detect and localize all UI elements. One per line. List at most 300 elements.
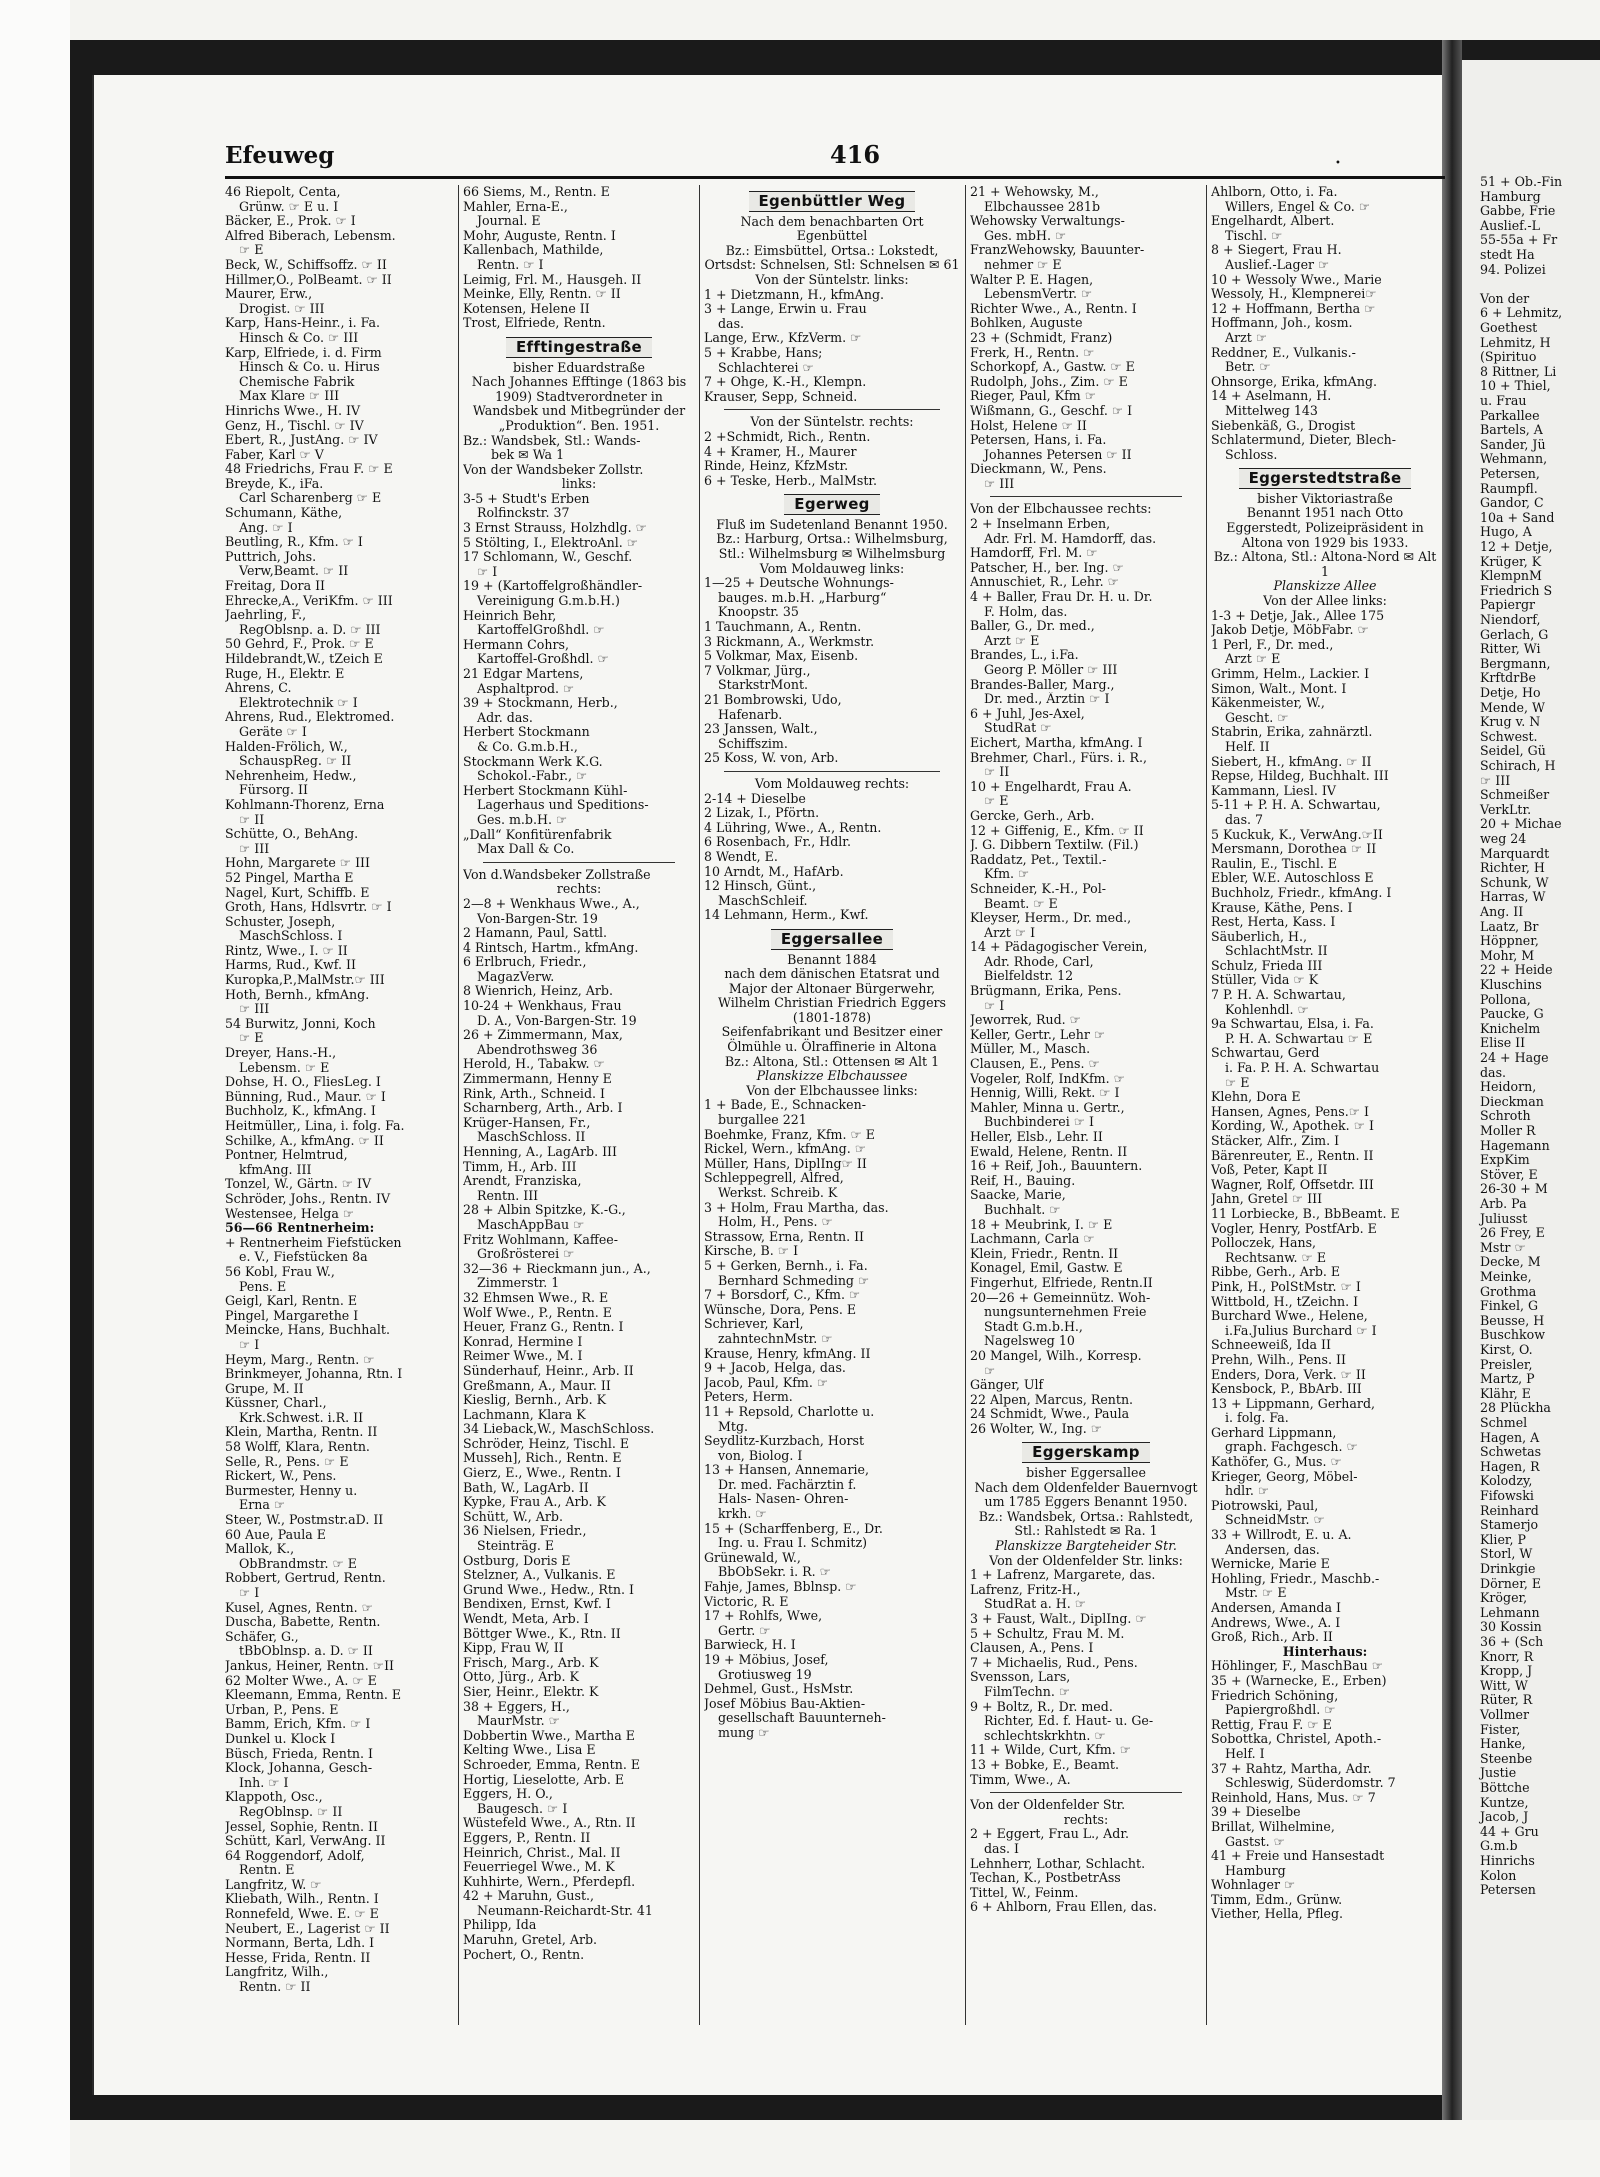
facing-page-line: Mohr, M bbox=[1480, 947, 1535, 963]
directory-entry-line: 36 Nielsen, Friedr., bbox=[463, 1524, 587, 1539]
directory-entry-line: Arzt ☞ E bbox=[1225, 652, 1281, 667]
directory-entry-line: Zimmerstr. 1 bbox=[477, 1276, 560, 1291]
directory-entry-line: Mstr. ☞ E bbox=[1225, 1586, 1287, 1601]
facing-page-line: Klähr, E bbox=[1480, 1385, 1531, 1401]
directory-entry-line: Rechtsanw. ☞ E bbox=[1225, 1250, 1327, 1265]
directory-entry-line: Maurer, Erw., bbox=[225, 287, 313, 302]
directory-entry-line: Fluß im Sudetenland Benannt 1950. bbox=[716, 517, 948, 532]
directory-entry-line: Asphaltprod. ☞ bbox=[477, 681, 575, 696]
directory-entry-line: Schwartau, Gerd bbox=[1211, 1046, 1320, 1061]
directory-entry-line: Kypke, Frau A., Arb. K bbox=[463, 1495, 606, 1510]
directory-entry-line: ☞ II bbox=[239, 812, 265, 827]
directory-entry-line: Rolfinckstr. 37 bbox=[477, 506, 570, 521]
directory-entry-line: Bünning, Rud., Maur. ☞ I bbox=[225, 1089, 386, 1104]
directory-entry-line: Ebert, R., JustAng. ☞ IV bbox=[225, 433, 378, 448]
facing-page-line: Fifowski bbox=[1480, 1488, 1534, 1503]
directory-entry-line: Adr. Rhode, Carl, bbox=[984, 954, 1094, 969]
directory-entry-line: kfmAng. III bbox=[239, 1162, 312, 1177]
directory-entry-line: 7 P. H. A. Schwartau, bbox=[1211, 988, 1346, 1003]
directory-entry-line: Freitag, Dora II bbox=[225, 579, 326, 594]
directory-entry-line: Reinhold, Hans, Mus. ☞ 7 bbox=[1211, 1790, 1376, 1805]
directory-entry-line: Büsch, Frieda, Rentn. I bbox=[225, 1746, 374, 1761]
section-rule bbox=[724, 771, 940, 772]
directory-entry-line: Strassow, Erna, Rentn. II bbox=[704, 1229, 865, 1244]
directory-entry-line: & Co. G.m.b.H., bbox=[477, 739, 578, 754]
directory-entry-line: Bendixen, Ernst, Kwf. I bbox=[463, 1597, 611, 1612]
directory-entry-line: Petersen, Hans, i. Fa. bbox=[970, 433, 1107, 448]
directory-entry-line: Gertr. ☞ bbox=[718, 1623, 771, 1638]
directory-entry-line: 3 + Lange, Erwin u. Frau bbox=[704, 302, 867, 317]
directory-entry-line: Kieslig, Bernh., Arb. K bbox=[463, 1393, 607, 1408]
directory-entry-line: ☞ E bbox=[1225, 1075, 1250, 1090]
directory-entry-line: Krause, Henry, kfmAng. II bbox=[704, 1346, 871, 1361]
directory-entry-line: 64 Roggendorf, Adolf, bbox=[225, 1848, 365, 1863]
facing-page-line: 10 + Thiel, bbox=[1480, 378, 1551, 394]
directory-entry-line: Siebert, H., kfmAng. ☞ II bbox=[1211, 754, 1372, 769]
facing-page-line: Justie bbox=[1480, 1765, 1517, 1781]
directory-entry-line: Von der Süntelstr. links: bbox=[755, 272, 909, 287]
directory-entry-line: 6 Erlbruch, Friedr., bbox=[463, 955, 587, 970]
directory-entry-line: 9 + Jacob, Helga, das. bbox=[704, 1361, 846, 1376]
directory-entry-line: Feuerriegel Wwe., M. K bbox=[463, 1860, 615, 1875]
directory-entry-line: Hinrichs Wwe., H. IV bbox=[225, 403, 361, 418]
directory-entry-line: Mittelweg 143 bbox=[1225, 403, 1318, 418]
directory-entry-line: Burchard Wwe., Helene, bbox=[1211, 1309, 1368, 1324]
directory-entry-line: Werkst. Schreib. K bbox=[718, 1186, 838, 1200]
directory-entry-line: Beamt. ☞ E bbox=[984, 896, 1058, 911]
directory-entry-line: Krause, Käthe, Pens. I bbox=[1211, 900, 1353, 915]
directory-entry-line: Alfred Biberach, Lebensm. bbox=[225, 228, 396, 243]
directory-entry-line: Richter Wwe., A., Rentn. I bbox=[970, 301, 1137, 316]
directory-entry-line: 8 Wienrich, Heinz, Arb. bbox=[463, 984, 613, 999]
directory-entry-line: Barwieck, H. I bbox=[704, 1638, 796, 1653]
directory-entry-line: Klock, Johanna, Gesch- bbox=[225, 1761, 373, 1776]
directory-entry-line: Sier, Heinr., Elektr. K bbox=[463, 1684, 599, 1699]
directory-entry-line: Westensee, Helga ☞ bbox=[225, 1206, 355, 1221]
directory-entry-line: Von der Allee links: bbox=[1263, 594, 1387, 609]
directory-entry-line: Hillmer,O., PolBeamt. ☞ II bbox=[225, 272, 392, 287]
facing-page-line: Gabbe, Frie bbox=[1480, 203, 1556, 219]
directory-entry-line: Normann, Berta, Ldh. I bbox=[225, 1936, 375, 1951]
directory-entry-line: Hohling, Friedr., Maschb.- bbox=[1211, 1571, 1380, 1586]
directory-entry-line: Bz.: Eimsbüttel, Ortsa.: Lokstedt, Ortsdst: Schnelsen, Stl: Schnelsen ✉ 61 bbox=[704, 243, 960, 273]
directory-entry-line: J. G. Dibbern Textilw. (Fil.) bbox=[970, 838, 1139, 853]
directory-entry-line: 4 + Baller, Frau Dr. H. u. Dr. bbox=[970, 590, 1153, 605]
directory-entry-line: 2 Hamann, Paul, Sattl. bbox=[463, 926, 608, 941]
directory-entry-line: Konagel, Emil, Gastw. E bbox=[970, 1261, 1123, 1276]
facing-page-line: Jacob, J bbox=[1480, 1809, 1529, 1825]
facing-page-line: Meinke, bbox=[1480, 1269, 1532, 1284]
facing-page-line: Bartels, A bbox=[1480, 422, 1543, 438]
directory-entry-line: Lachmann, Carla ☞ bbox=[970, 1232, 1095, 1247]
directory-entry-line: 4 Rintsch, Hartm., kfmAng. bbox=[463, 940, 639, 955]
directory-entry-line: Burmester, Henny u. bbox=[225, 1483, 358, 1498]
facing-page-line: Knichelm bbox=[1480, 1020, 1541, 1036]
directory-entry-line: 12 Hinsch, Günt., bbox=[704, 879, 817, 894]
facing-page-line: ExpKim bbox=[1480, 1152, 1530, 1168]
directory-entry-line: 3 Rickmann, A., Werkmstr. bbox=[704, 634, 875, 649]
directory-entry-line: Ribbe, Gerh., Arb. E bbox=[1211, 1265, 1341, 1280]
facing-page-line: KlempnM bbox=[1480, 568, 1542, 584]
facing-page-line: Beusse, H bbox=[1480, 1312, 1545, 1328]
directory-entry-line: MaschSchleif. bbox=[718, 893, 808, 908]
directory-entry-line: 5 + Schultz, Frau M. M. bbox=[970, 1626, 1125, 1641]
directory-entry-line: Grotiusweg 19 bbox=[718, 1667, 812, 1682]
directory-entry-line: Keller, Gertr., Lehr ☞ bbox=[970, 1027, 1106, 1042]
directory-entry-line: i. folg. Fa. bbox=[1225, 1411, 1289, 1426]
directory-entry-line: 2 Lizak, I., Pförtn. bbox=[704, 806, 820, 821]
directory-entry-line: Harms, Rud., Kwf. II bbox=[225, 958, 356, 973]
directory-entry-line: 6 + Juhl, Jes-Axel, bbox=[970, 706, 1085, 721]
print-mark: • bbox=[1335, 158, 1341, 169]
directory-entry-line: Stabrin, Erika, zahnärztl. bbox=[1211, 725, 1373, 740]
facing-page-line: das. bbox=[1480, 1064, 1507, 1080]
facing-page-line: Kluschins bbox=[1480, 977, 1542, 992]
directory-entry-line: Brehmer, Charl., Fürs. i. R., bbox=[970, 750, 1148, 765]
directory-entry-line: BbObSekr. i. R. ☞ bbox=[718, 1565, 831, 1580]
directory-entry-line: Arendt, Franziska, bbox=[463, 1174, 582, 1189]
directory-entry-line: SchlachtMstr. II bbox=[1225, 944, 1328, 959]
directory-entry-line: Wehowsky Verwaltungs- bbox=[970, 214, 1125, 229]
directory-entry-line: Arzt ☞ bbox=[1225, 330, 1268, 345]
directory-entry-line: 62 Molter Wwe., A. ☞ E bbox=[225, 1673, 377, 1688]
directory-entry-line: Vom Moldauweg rechts: bbox=[754, 776, 910, 791]
directory-entry-line: Von der Elbchaussee rechts: bbox=[970, 502, 1152, 517]
directory-entry-line: Vogeler, Rolf, IndKfm. ☞ bbox=[970, 1071, 1125, 1086]
directory-entry-line: Adr. das. bbox=[477, 710, 533, 725]
directory-entry-line: Kohlmann-Thorenz, Erna bbox=[225, 797, 385, 812]
facing-page-line: Goethest bbox=[1480, 320, 1538, 335]
directory-entry-line: Victoric, R. E bbox=[704, 1594, 789, 1609]
directory-entry-line: Gierz, E., Wwe., Rentn. I bbox=[463, 1466, 621, 1481]
directory-entry-line: 11 Lorbiecke, B., BbBeamt. E bbox=[1211, 1206, 1400, 1221]
directory-entry-line: Von der Süntelstr. rechts: bbox=[750, 415, 914, 430]
facing-page-line: Mstr ☞ bbox=[1480, 1239, 1526, 1255]
directory-entry-line: Ronnefeld, Wwe. E. ☞ E bbox=[225, 1907, 379, 1922]
facing-page-line: Ang. II bbox=[1480, 904, 1524, 919]
directory-entry-line: Halden-Frölich, W., bbox=[225, 739, 348, 754]
directory-entry-line: Georg P. Möller ☞ III bbox=[984, 663, 1118, 677]
directory-entry-line: nach dem dänischen Etatsrat und Major der Altonaer Bürgerwehr, Wilhelm Christian Friedrich Eggers (1801-1878) bbox=[717, 967, 947, 1025]
directory-entry-line: Stelzner, A., Vulkanis. E bbox=[463, 1568, 616, 1583]
directory-entry-line: RegOblnsp. ☞ II bbox=[239, 1804, 343, 1819]
directory-entry-line: Lafrenz, Fritz-H., bbox=[970, 1582, 1081, 1597]
directory-entry-line: Peters, Herm. bbox=[704, 1390, 793, 1405]
directory-entry-line: 4 + Kramer, H., Maurer bbox=[704, 444, 857, 459]
directory-entry-line: 21 + Wehowsky, M., bbox=[970, 185, 1099, 199]
facing-page-line: Schmel bbox=[1480, 1415, 1528, 1430]
directory-entry-line: Kusel, Agnes, Rentn. ☞ bbox=[225, 1600, 373, 1615]
facing-page-line: Petersen, bbox=[1480, 466, 1540, 481]
facing-page-line: Hanke, bbox=[1480, 1736, 1526, 1752]
directory-entry-line: Schuster, Joseph, bbox=[225, 914, 336, 929]
directory-entry-line: 14 + Aselmann, H. bbox=[1211, 389, 1332, 404]
directory-entry-line: Sünderhauf, Heinr., Arb. II bbox=[463, 1363, 634, 1378]
directory-entry-line: Grund Wwe., Hedw., Rtn. I bbox=[463, 1582, 634, 1597]
directory-entry-line: Heinrich Behr, bbox=[463, 608, 557, 623]
directory-entry-line: ☞ III bbox=[239, 1002, 270, 1017]
directory-entry-line: Clausen, A., Pens. I bbox=[970, 1641, 1094, 1656]
directory-entry-line: Vogler, Henry, PostfArb. E bbox=[1211, 1221, 1377, 1236]
directory-entry-line: 39 + Dieselbe bbox=[1211, 1805, 1301, 1820]
facing-page-line: 44 + Gru bbox=[1480, 1823, 1539, 1839]
directory-entry-line: Techan, K., PostbetrAss bbox=[970, 1871, 1121, 1886]
facing-page-line: 26 Frey, E bbox=[1480, 1225, 1545, 1241]
running-head: Efeuweg bbox=[225, 142, 335, 169]
directory-entry-line: Kuropka,P.,MalMstr.☞ III bbox=[225, 973, 385, 988]
facing-page-line: Decke, M bbox=[1480, 1254, 1541, 1270]
directory-entry-line: SchneidMstr. ☞ bbox=[1225, 1513, 1325, 1528]
directory-entry-line: Von-Bargen-Str. 19 bbox=[477, 911, 598, 926]
page-header bbox=[225, 140, 1445, 180]
facing-page-line: Niendorf, bbox=[1480, 612, 1541, 627]
directory-entry-line: Timm, Edm., Grünw. bbox=[1211, 1892, 1343, 1907]
facing-page-line: 28 Plückha bbox=[1480, 1400, 1551, 1416]
directory-entry-line: Timm, Wwe., A. bbox=[970, 1772, 1071, 1787]
book-gutter bbox=[1442, 40, 1462, 2120]
directory-entry-line: Kuhhirte, Wern., Pferdepfl. bbox=[463, 1874, 636, 1889]
facing-page-line: Laatz, Br bbox=[1480, 918, 1539, 934]
directory-entry-line: Brinkmeyer, Johanna, Rtn. I bbox=[225, 1367, 403, 1382]
facing-page-line: 30 Kossin bbox=[1480, 1619, 1542, 1635]
facing-page-line: weg 24 bbox=[1480, 831, 1527, 846]
facing-page-line: Pollona, bbox=[1480, 991, 1531, 1007]
directory-entry-line: 3 + Holm, Frau Martha, das. bbox=[704, 1200, 889, 1215]
facing-page-line: Lehmann bbox=[1480, 1604, 1540, 1620]
facing-page-line: Petersen bbox=[1480, 1882, 1536, 1898]
directory-entry-line: Schlachterei ☞ bbox=[718, 360, 814, 375]
directory-entry-line: Repse, Hildeg, Buchhalt. III bbox=[1211, 769, 1389, 784]
directory-entry-line: Schokol.-Fabr., ☞ bbox=[477, 769, 588, 784]
directory-entry-line: Scharnberg, Arth., Arb. I bbox=[463, 1101, 623, 1116]
directory-entry-line: Schröder, Johs., Rentn. IV bbox=[225, 1191, 391, 1206]
directory-entry-line: Andersen, Amanda I bbox=[1211, 1601, 1341, 1615]
directory-entry-line: nungsunternehmen Freie bbox=[984, 1305, 1147, 1320]
facing-page-line: Gandor, C bbox=[1480, 495, 1544, 511]
directory-entry-line: Ebler, W.E. Autoschloss E bbox=[1211, 871, 1374, 886]
directory-entry-line: Nach dem benachbarten Ort Egenbüttel bbox=[740, 214, 924, 244]
facing-page-line: 36 + (Sch bbox=[1480, 1634, 1544, 1649]
directory-entry-line: Schröder, Heinz, Tischl. E bbox=[463, 1436, 630, 1451]
directory-entry-line: Schilke, A., kfmAng. ☞ II bbox=[225, 1133, 384, 1148]
directory-entry-line: 25 Koss, W. von, Arb. bbox=[704, 751, 839, 766]
directory-entry-line: 26 + Zimmermann, Max, bbox=[463, 1028, 623, 1043]
directory-entry-line: Josef Möbius Bau-Aktien- bbox=[704, 1696, 866, 1711]
directory-entry-line: Hildebrandt,W., tZeich E bbox=[225, 652, 383, 666]
directory-entry-line: Bärenreuter, E., Rentn. II bbox=[1211, 1148, 1374, 1163]
directory-entry-line: 17 + Rohlfs, Wwe, bbox=[704, 1609, 823, 1624]
directory-entry-line: Eggers, P., Rentn. II bbox=[463, 1830, 591, 1845]
directory-entry-line: Rudolph, Johs., Zim. ☞ E bbox=[970, 374, 1128, 389]
facing-page-line: Lehmitz, H bbox=[1480, 334, 1551, 350]
directory-entry-line: Schloss. bbox=[1225, 447, 1278, 462]
directory-entry-line: Steinträg. E bbox=[477, 1539, 555, 1554]
directory-entry-line: hdlr. ☞ bbox=[1225, 1484, 1270, 1499]
directory-entry-line: Voß, Peter, Kapt II bbox=[1211, 1163, 1328, 1178]
directory-entry-line: Von der Elbchaussee links: bbox=[746, 1083, 918, 1098]
directory-entry-line: Fritz Wohlmann, Kaffee- bbox=[463, 1232, 618, 1247]
directory-entry-line: Geräte ☞ I bbox=[239, 724, 307, 739]
directory-entry-line: Pens. E bbox=[239, 1279, 287, 1294]
facing-page-line: Hamburg bbox=[1480, 188, 1541, 204]
facing-page-line: Dieckman bbox=[1480, 1093, 1544, 1109]
directory-entry-line: Brügmann, Erika, Pens. bbox=[970, 984, 1122, 999]
directory-entry-line: P. H. A. Schwartau ☞ E bbox=[1225, 1031, 1373, 1046]
directory-entry-line: Benannt 1951 nach Otto Eggerstedt, Polizeipräsident in Altona von 1929 bis 1933. bbox=[1226, 506, 1424, 550]
facing-page-line: Preisler, bbox=[1480, 1356, 1533, 1372]
directory-entry-line: Schiffszim. bbox=[718, 736, 788, 751]
directory-entry-line: Adr. Frl. M. Hamdorff, das. bbox=[984, 531, 1157, 546]
directory-entry-line: 18 + Meubrink, I. ☞ E bbox=[970, 1217, 1113, 1232]
facing-page-line: Reinhard bbox=[1480, 1502, 1539, 1518]
facing-page-line: 26-30 + M bbox=[1480, 1181, 1548, 1197]
directory-entry-line: Bz.: Wandsbek, Stl.: Wands- bbox=[463, 433, 641, 448]
column-divider bbox=[699, 185, 700, 2025]
directory-entry-line: 1—25 + Deutsche Wohnungs- bbox=[704, 576, 894, 591]
directory-entry-line: Meinke, Elly, Rentn. ☞ II bbox=[463, 287, 621, 302]
directory-entry-line: Schleswig, Süderdomstr. 7 bbox=[1225, 1776, 1396, 1791]
directory-entry-line: Rickert, W., Pens. bbox=[225, 1469, 337, 1484]
directory-entry-line: LebensmVertr. ☞ bbox=[984, 287, 1093, 302]
directory-entry-line: MaschSchloss. I bbox=[239, 929, 343, 944]
directory-entry-line: MaschAppBau ☞ bbox=[477, 1217, 585, 1232]
directory-entry-line: Walter P. E. Hagen, bbox=[970, 272, 1094, 287]
directory-entry-line: Bielfeldstr. 12 bbox=[984, 969, 1074, 984]
directory-entry-line: Abendrothsweg 36 bbox=[477, 1042, 598, 1057]
directory-entry-line: 32—36 + Rieckmann jun., A., bbox=[463, 1261, 651, 1276]
directory-entry-line: D. A., Von-Bargen-Str. 19 bbox=[477, 1013, 637, 1028]
directory-entry-line: Benannt 1884 bbox=[787, 952, 877, 967]
directory-entry-line: Tischl. ☞ bbox=[1225, 228, 1283, 243]
facing-page-line: Knorr, R bbox=[1480, 1648, 1534, 1664]
directory-entry-line: Hennig, Willi, Rekt. ☞ I bbox=[970, 1086, 1120, 1101]
directory-entry-line: Faber, Karl ☞ V bbox=[225, 447, 324, 462]
directory-entry-line: Hafenarb. bbox=[718, 707, 783, 722]
directory-entry-line: 48 Friedrichs, Frau F. ☞ E bbox=[225, 462, 393, 477]
section-rule bbox=[724, 409, 940, 410]
directory-entry-line: Reddner, E., Vulkanis.- bbox=[1211, 345, 1356, 360]
directory-entry-line: Hortig, Lieselotte, Arb. E bbox=[463, 1772, 625, 1787]
directory-entry-line: Kliebath, Wilh., Rentn. I bbox=[225, 1892, 379, 1907]
directory-entry-line: 8 Wendt, E. bbox=[704, 849, 778, 864]
directory-entry-line: Von der Oldenfelder Str. bbox=[970, 1798, 1126, 1813]
directory-entry-line: ☞ III bbox=[984, 476, 1015, 491]
directory-entry-line: Bohlken, Auguste bbox=[970, 316, 1083, 331]
facing-page-line: Hugo, A bbox=[1480, 524, 1532, 540]
directory-entry-line: Grünewald, W., bbox=[704, 1550, 801, 1565]
directory-entry-line: Hoth, Bernh., kfmAng. bbox=[225, 987, 370, 1002]
directory-entry-line: Patscher, H., ber. Ing. ☞ bbox=[970, 560, 1124, 575]
directory-entry-line: Ahrens, Rud., Elektromed. bbox=[225, 710, 395, 725]
directory-entry-line: ☞ E bbox=[239, 1031, 264, 1046]
directory-entry-line: 34 Lieback,W., MaschSchloss. bbox=[463, 1422, 655, 1437]
directory-entry-line: Fahje, James, Bblnsp. ☞ bbox=[704, 1580, 857, 1595]
directory-entry-line: Grünw. ☞ E u. I bbox=[239, 199, 339, 214]
directory-entry-line: Boehmke, Franz, Kfm. ☞ E bbox=[704, 1127, 875, 1142]
directory-entry-line: Auslief.-Lager ☞ bbox=[1225, 257, 1330, 272]
directory-entry-line: von, Biolog. I bbox=[718, 1448, 803, 1463]
facing-page-line: Dörner, E bbox=[1480, 1575, 1542, 1591]
directory-entry-line: Rink, Arth., Schneid. I bbox=[463, 1086, 605, 1101]
directory-entry-line: Klehn, Dora E bbox=[1211, 1090, 1301, 1105]
directory-entry-line: Krauser, Sepp, Schneid. bbox=[704, 389, 858, 404]
directory-entry-line: „Dall“ Konfitürenfabrik bbox=[463, 827, 612, 842]
directory-entry-line: 19 + Möbius, Josef, bbox=[704, 1653, 829, 1667]
directory-entry-line: Hamdorff, Frl. M. ☞ bbox=[970, 546, 1098, 561]
directory-entry-line: Karp, Elfriede, i. d. Firm bbox=[225, 345, 382, 360]
directory-entry-line: Brandes, L., i.Fa. bbox=[970, 648, 1079, 663]
directory-entry-line: Bamm, Erich, Kfm. ☞ I bbox=[225, 1717, 371, 1732]
directory-entry-line: Pingel, Margarethe I bbox=[225, 1308, 359, 1323]
directory-entry-line: Journal. E bbox=[477, 214, 541, 229]
directory-entry-line: Schlatermund, Dieter, Blech- bbox=[1211, 433, 1396, 448]
directory-entry-line: Dreyer, Hans.-H., bbox=[225, 1046, 337, 1061]
directory-entry-line: Jeworrek, Rud. ☞ bbox=[970, 1013, 1081, 1028]
facing-page-line: KrftdrBe bbox=[1480, 670, 1536, 686]
directory-entry-line: Klappoth, Osc., bbox=[225, 1790, 323, 1805]
directory-entry-line: Gescht. ☞ bbox=[1225, 710, 1289, 725]
directory-entry-line: schlechtskrkhtn. ☞ bbox=[984, 1728, 1106, 1743]
directory-entry-line: Fingerhut, Elfriede, Rentn.II bbox=[970, 1275, 1153, 1290]
directory-entry-line: Buchhalt. ☞ bbox=[984, 1202, 1061, 1217]
directory-entry-line: F. Holm, das. bbox=[984, 604, 1068, 619]
directory-entry-line: Planskizze Allee bbox=[1273, 579, 1377, 594]
directory-entry-line: Ehrecke,A., VeriKfm. ☞ III bbox=[225, 593, 393, 608]
directory-entry-line: 12 + Hoffmann, Bertha ☞ bbox=[1211, 301, 1376, 316]
facing-page-line: Kuntze, bbox=[1480, 1794, 1529, 1810]
directory-entry-line: Ruge, H., Elektr. E bbox=[225, 666, 345, 681]
column-divider bbox=[1206, 185, 1207, 2025]
facing-page-line: Martz, P bbox=[1480, 1371, 1535, 1387]
directory-entry-line: Reif, H., Bauing. bbox=[970, 1173, 1076, 1188]
directory-entry-line: Tonzel, W., Gärtn. ☞ IV bbox=[225, 1177, 372, 1192]
facing-page-line: Gerlach, G bbox=[1480, 626, 1549, 642]
facing-page-line: ☞ III bbox=[1480, 772, 1511, 788]
directory-entry-line: Böttger Wwe., K., Rtn. II bbox=[463, 1626, 621, 1641]
directory-entry-line: Rettig, Frau F. ☞ E bbox=[1211, 1717, 1332, 1732]
facing-page-line: Drinkgie bbox=[1480, 1561, 1536, 1576]
directory-entry-line: 56 Kobl, Frau W., bbox=[225, 1264, 335, 1279]
directory-entry-line: 38 + Eggers, H., bbox=[463, 1699, 570, 1714]
directory-entry-line: i.Fa.Julius Burchard ☞ I bbox=[1225, 1323, 1377, 1338]
directory-entry-line: 13 + Lippmann, Gerhard, bbox=[1211, 1396, 1376, 1411]
directory-entry-line: Greßmann, A., Maur. II bbox=[463, 1378, 611, 1393]
directory-entry-line: Seydlitz-Kurzbach, Horst bbox=[704, 1434, 865, 1449]
directory-entry-line: Schumann, Käthe, bbox=[225, 506, 343, 521]
facing-page-line: Elise II bbox=[1480, 1035, 1526, 1051]
directory-entry-line: Carl Scharenberg ☞ E bbox=[239, 491, 382, 506]
directory-entry-line: 56—66 Rentnerheim: bbox=[225, 1221, 375, 1236]
directory-entry-line: 42 + Maruhn, Gust., bbox=[463, 1889, 595, 1904]
facing-page-line: Paucke, G bbox=[1480, 1006, 1544, 1022]
directory-entry-line: Ewald, Helene, Rentn. II bbox=[970, 1144, 1128, 1159]
directory-entry-line: Langfritz, Wilh., bbox=[225, 1965, 329, 1980]
facing-page-line: Kolon bbox=[1480, 1867, 1517, 1883]
directory-entry-line: Pochert, O., Rentn. bbox=[463, 1947, 585, 1962]
directory-entry-line: ☞ I bbox=[239, 1337, 260, 1352]
directory-entry-line: Pink, H., PolStMstr. ☞ I bbox=[1211, 1279, 1361, 1294]
directory-entry-line: Mtg. bbox=[718, 1419, 749, 1434]
directory-entry-line: Klein, Friedr., Rentn. II bbox=[970, 1246, 1119, 1261]
directory-entry-line: Holst, Helene ☞ II bbox=[970, 418, 1087, 433]
directory-entry-line: Selle, R., Pens. ☞ E bbox=[225, 1454, 349, 1469]
directory-entry-line: 24 Schmidt, Wwe., Paula bbox=[970, 1407, 1130, 1422]
directory-entry-line: Elbchaussee 281b bbox=[984, 199, 1101, 214]
directory-entry-line: Krieger, Georg, Möbel- bbox=[1211, 1469, 1358, 1484]
facing-page-line: Schunk, W bbox=[1480, 874, 1549, 890]
facing-page-line: Harras, W bbox=[1480, 889, 1546, 905]
directory-entry-line: 20—26 + Gemeinnütz. Woh- bbox=[970, 1290, 1151, 1305]
